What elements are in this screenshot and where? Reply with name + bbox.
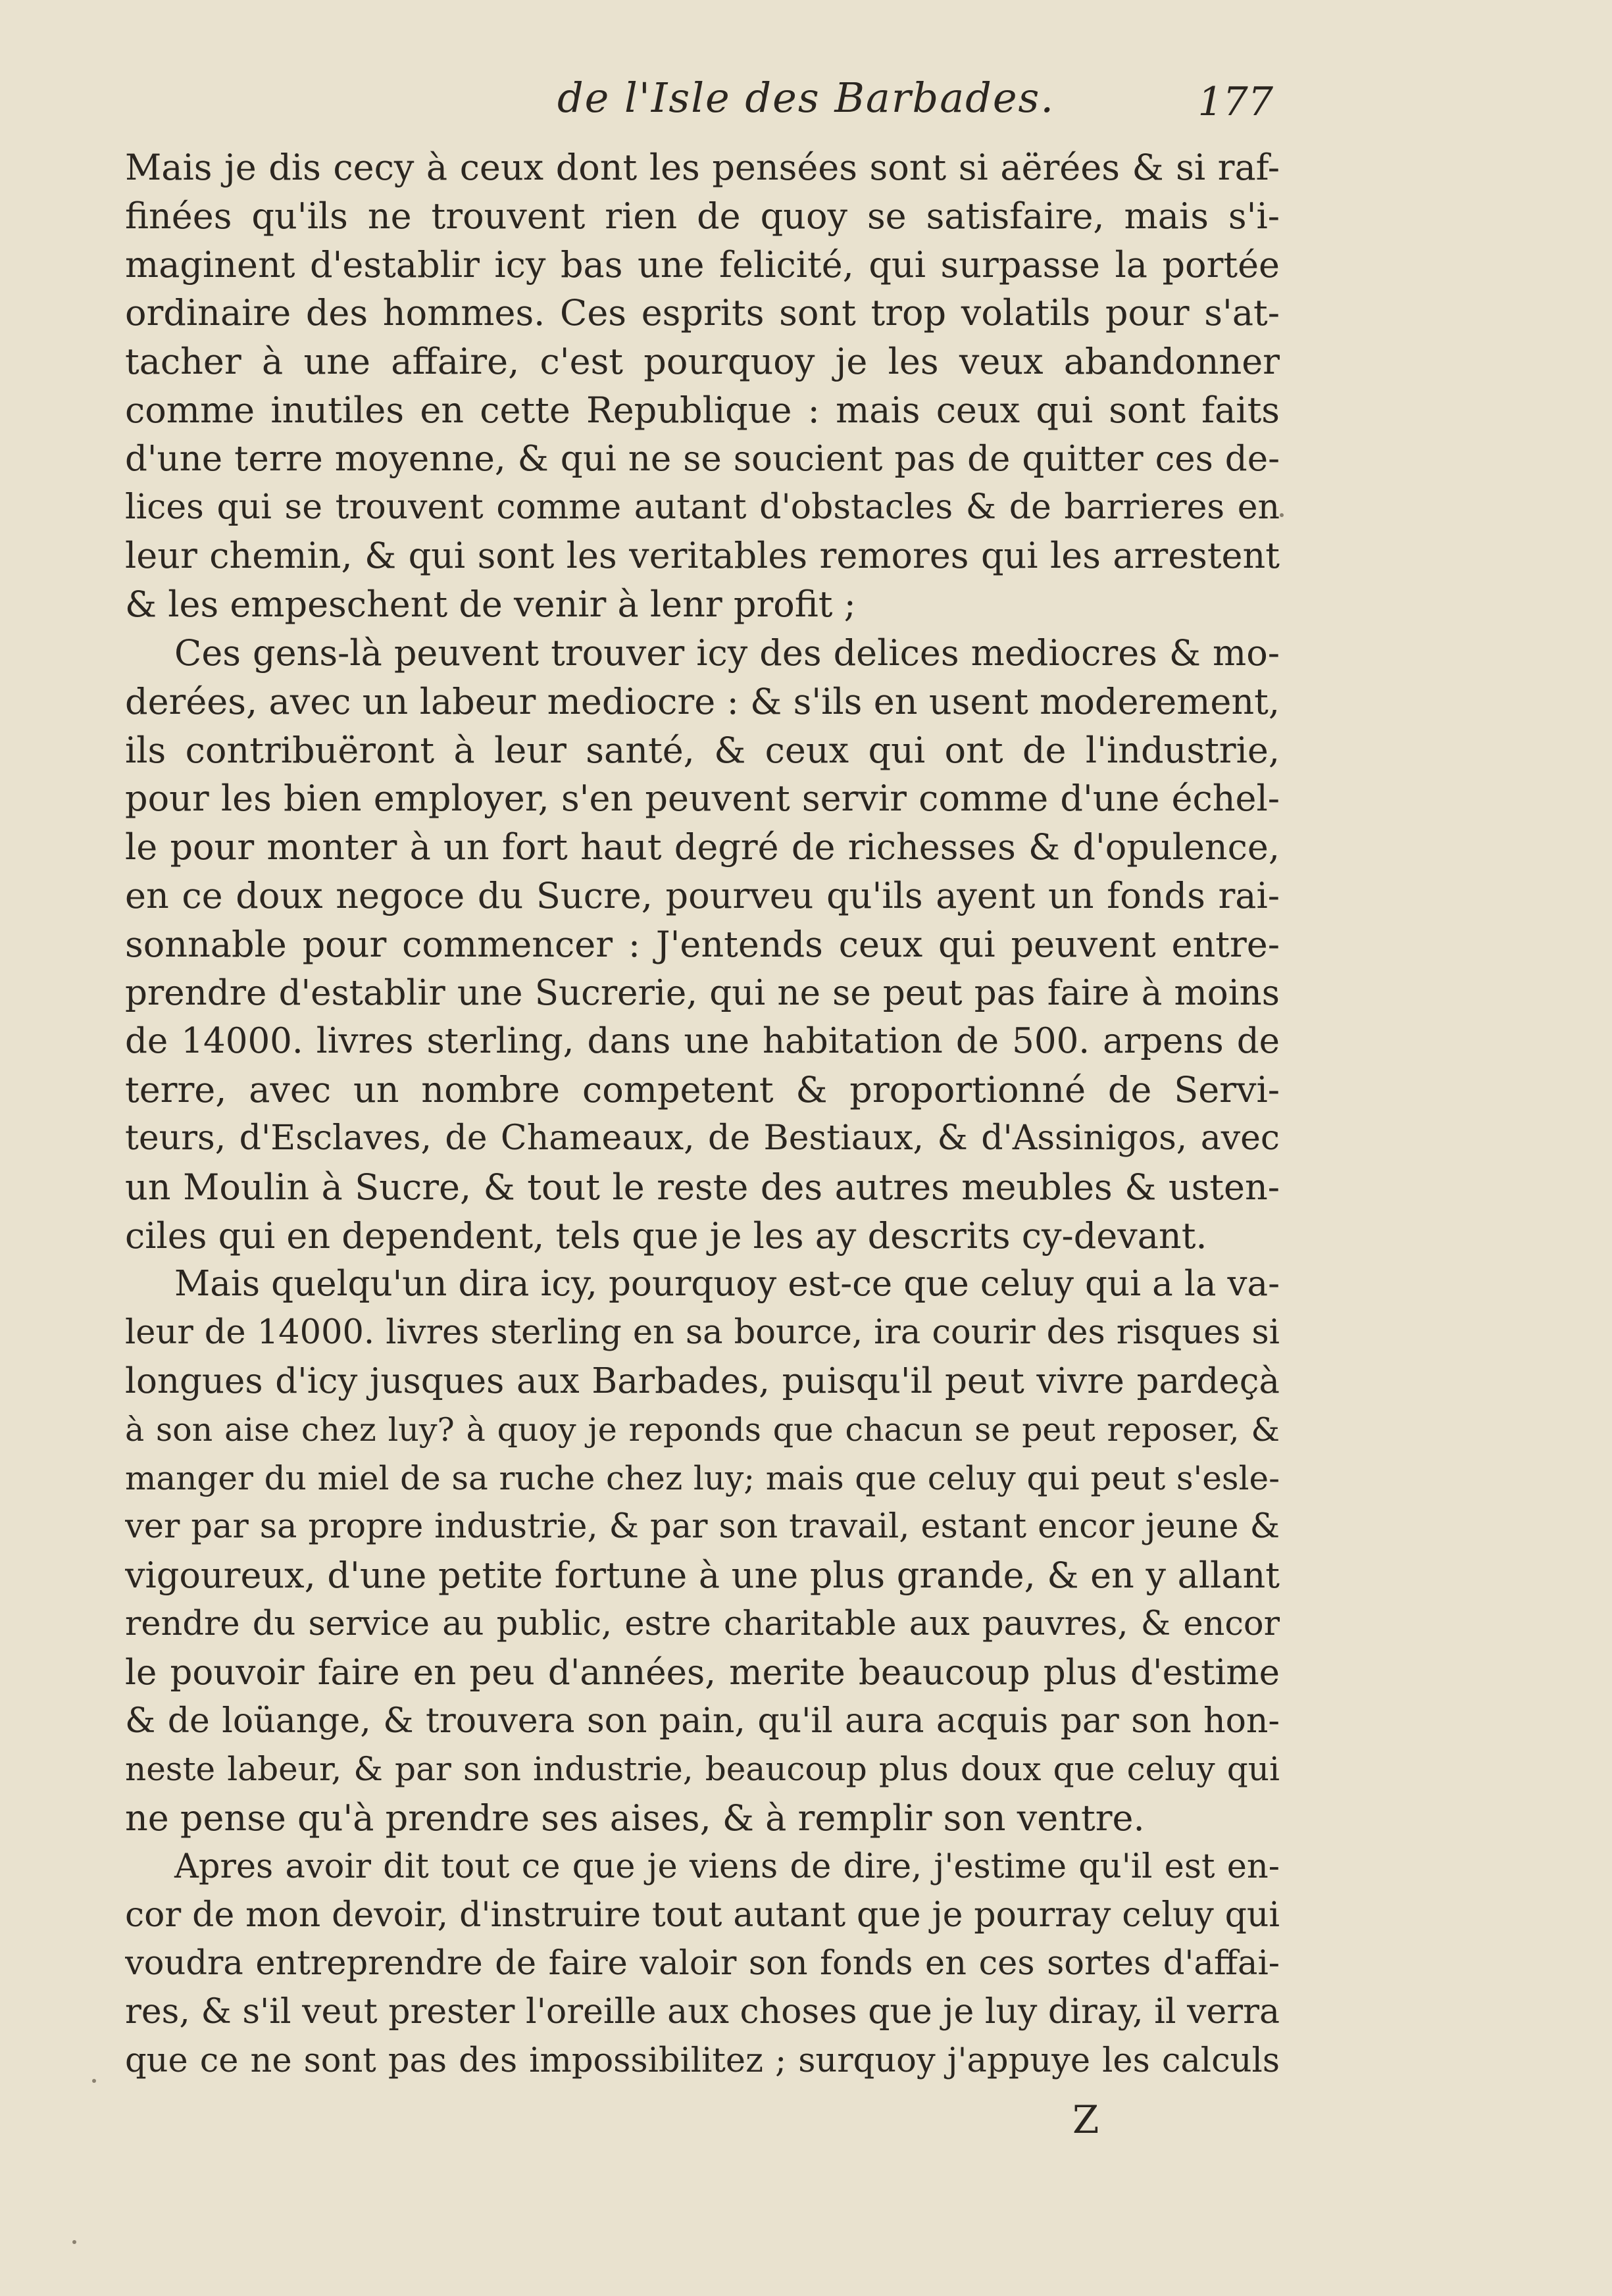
text-line: voudra entreprendre de faire valoir son fonds en ces sortes d'affai- — [125, 1944, 1280, 1984]
text-line: manger du miel de sa ruche chez luy; mais que celuy qui peut s'esle- — [125, 1459, 1280, 1497]
text-line: teurs, d'Esclaves, de Chameaux, de Bestiaux, & d'Assinigos, avec — [125, 1118, 1280, 1158]
paragraph-start-line: Apres avoir dit tout ce que je viens de dire, j'estime qu'il est en- — [174, 1847, 1280, 1886]
text-line: vigoureux, d'une petite fortune à une plus grande, & en y allant — [125, 1555, 1280, 1597]
text-line: maginent d'establir icy bas une felicité, qui surpasse la portée — [125, 243, 1280, 286]
text-line: terre, avec un nombre competent & proportionné de Servi- — [125, 1069, 1280, 1111]
paper-speck — [72, 2240, 76, 2244]
page-number: 177 — [1197, 79, 1273, 125]
text-line: rendre du service au public, estre charitable aux pauvres, & encor — [125, 1604, 1280, 1643]
text-line: cor de mon devoir, d'instruire tout autant que je pourray celuy qui — [125, 1895, 1280, 1935]
text-line: ciles qui en dependent, tels que je les ay descrits cy-devant. — [125, 1214, 1207, 1257]
text-line: ordinaire des hommes. Ces esprits sont trop volatils pour s'at- — [125, 292, 1280, 334]
text-line: pour les bien employer, s'en peuvent servir comme d'une échel- — [125, 778, 1280, 820]
text-line: ne pense qu'à prendre ses aises, & à remplir son ventre. — [125, 1797, 1145, 1839]
text-line: longues d'icy jusques aux Barbades, puisqu'il peut vivre pardeçà — [125, 1360, 1280, 1401]
text-line: & les empeschent de venir à lenr profit ; — [125, 584, 856, 626]
text-line: tacher à une affaire, c'est pourquoy je les veux abandonner — [125, 341, 1280, 383]
paper-speck — [92, 2079, 96, 2083]
text-line: de 14000. livres sterling, dans une habitation de 500. arpens de — [125, 1021, 1280, 1062]
text-line: & de loüange, & trouvera son pain, qu'il aura acquis par son hon- — [125, 1701, 1280, 1741]
text-line: ver par sa propre industrie, & par son travail, estant encor jeune & — [125, 1507, 1280, 1547]
paragraph-start-line: Ces gens-là peuvent trouver icy des delices mediocres & mo- — [174, 632, 1280, 674]
text-line: ils contribuëront à leur santé, & ceux qui ont de l'industrie, — [125, 729, 1280, 771]
text-line: lices qui se trouvent comme autant d'obstacles & de barrieres en — [125, 487, 1280, 527]
text-line: sonnable pour commencer : J'entends ceux qui peuvent entre- — [125, 923, 1280, 965]
text-line: le pouvoir faire en peu d'années, merite beaucoup plus d'estime — [125, 1652, 1280, 1693]
text-line: leur de 14000. livres sterling en sa bource, ira courir des risques si — [125, 1313, 1280, 1353]
paragraph-start-line: Mais quelqu'un dira icy, pourquoy est-ce que celuy qui a la va- — [174, 1264, 1280, 1305]
text-line: que ce ne sont pas des impossibilitez ; surquoy j'appuye les calculs — [125, 2041, 1280, 2081]
text-line: Mais je dis cecy à ceux dont les pensées sont si aërées & si raf- — [125, 147, 1280, 188]
paper-speck — [1280, 513, 1284, 517]
text-line: leur chemin, & qui sont les veritables remores qui les arrestent — [125, 535, 1280, 577]
text-line: comme inutiles en cette Republique : mais ceux qui sont faits — [125, 389, 1280, 431]
text-line: à son aise chez luy? à quoy je reponds que chacun se peut reposer, & — [125, 1410, 1280, 1449]
text-line: derées, avec un labeur mediocre : & s'ils en usent moderement, — [125, 680, 1280, 722]
running-title: de l'Isle des Barbades. — [557, 74, 1055, 122]
body-text — [125, 143, 1280, 2085]
signature-mark: Z — [1072, 2097, 1099, 2142]
text-line: le pour monter à un fort haut degré de richesses & d'opulence, — [125, 826, 1280, 868]
text-line: en ce doux negoce du Sucre, pourveu qu'ils ayent un fonds rai- — [125, 874, 1280, 916]
text-line: prendre d'establir une Sucrerie, qui ne se peut pas faire à moins — [125, 972, 1280, 1013]
text-line: un Moulin à Sucre, & tout le reste des autres meubles & usten- — [125, 1166, 1280, 1208]
text-line: finées qu'ils ne trouvent rien de quoy se satisfaire, mais s'i- — [125, 195, 1280, 237]
text-line: res, & s'il veut prester l'oreille aux choses que je luy diray, il verra — [125, 1992, 1280, 2032]
text-line: d'une terre moyenne, & qui ne se soucient pas de quitter ces de- — [125, 438, 1280, 479]
text-line: neste labeur, & par son industrie, beaucoup plus doux que celuy qui — [125, 1750, 1280, 1789]
